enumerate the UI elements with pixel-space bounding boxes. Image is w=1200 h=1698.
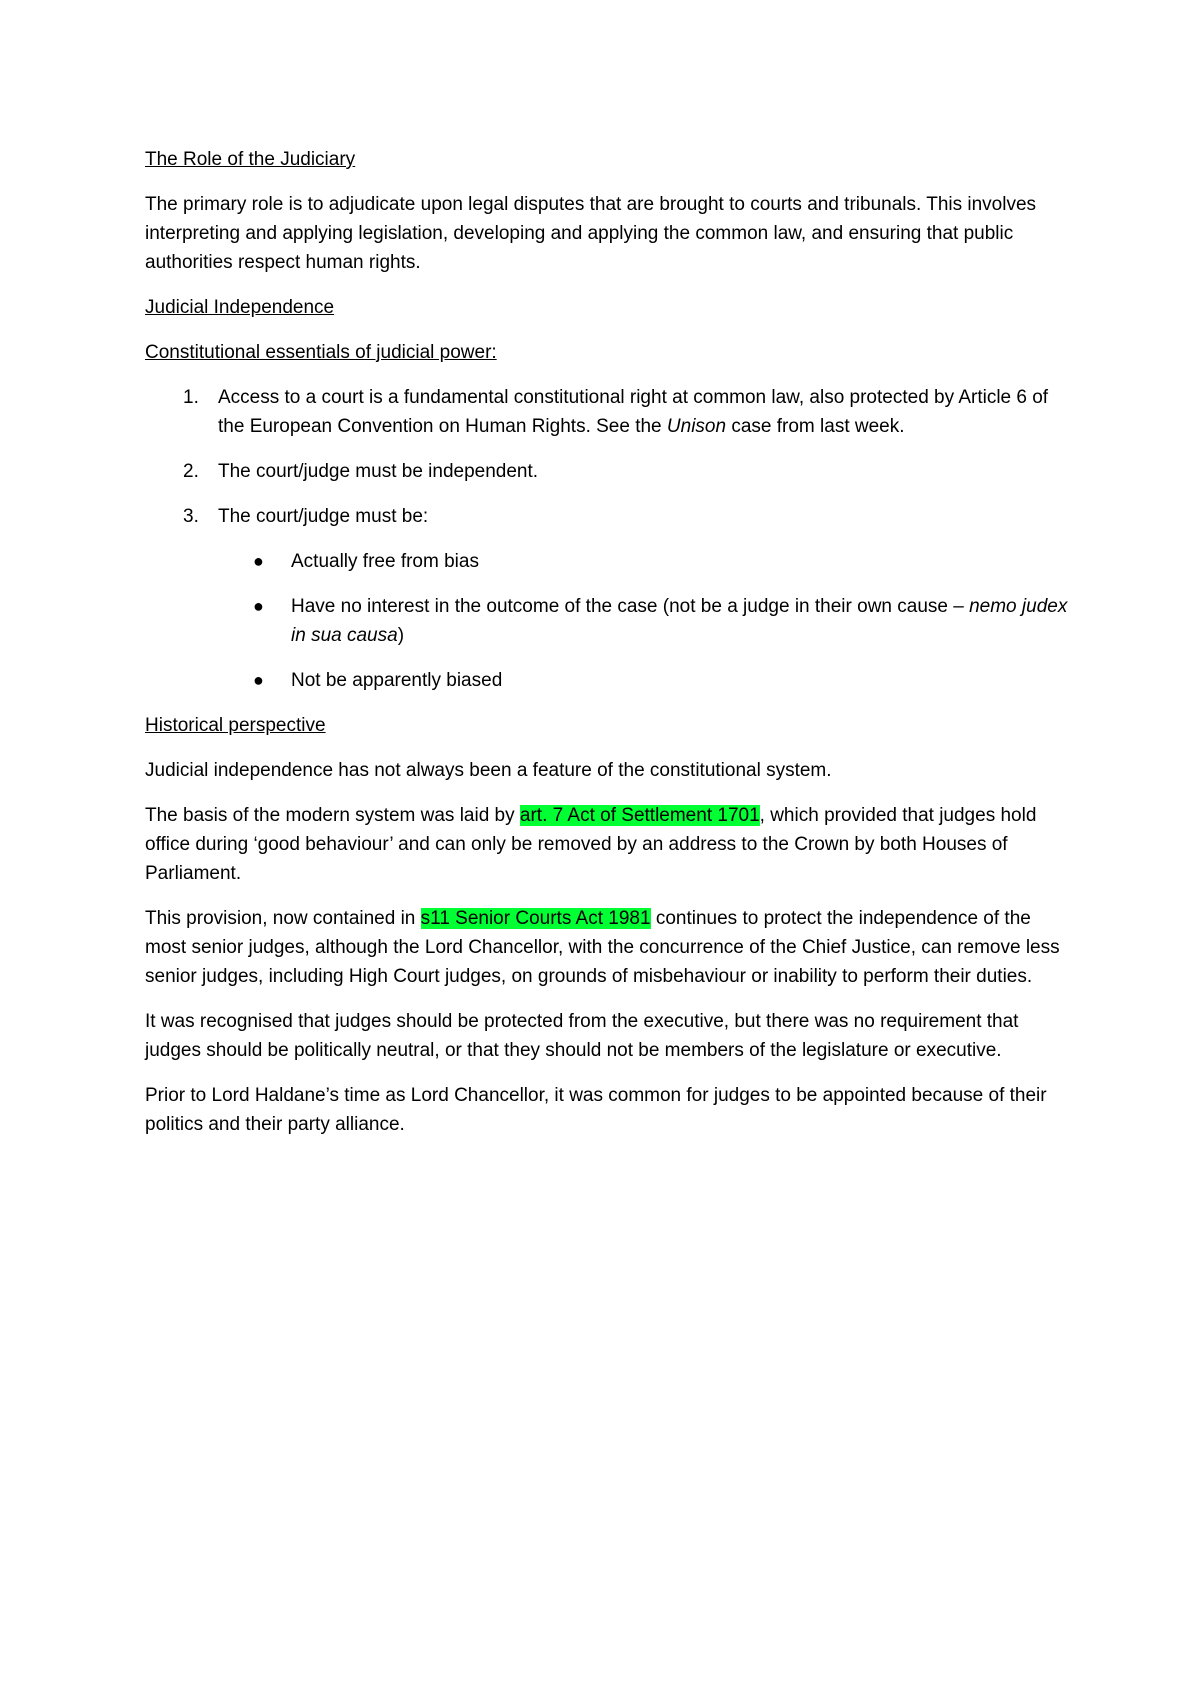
bullet-icon: ● — [253, 596, 264, 616]
bullet-item — [145, 666, 1070, 695]
highlighted-citation: art. 7 Act of Settlement 1701 — [519, 805, 760, 826]
intro-paragraph: The primary role is to adjudicate upon legal disputes that are brought to courts and tribunals. This involves interpreting and applying legislation, developing and applying the common law, and ensuring that public authorities respect human rights. — [145, 194, 1037, 273]
list-item — [145, 383, 1070, 441]
subheading-constitutional-essentials: Constitutional essentials of judicial power: — [145, 342, 497, 363]
list-item-text-end: case from last week. — [726, 416, 905, 437]
case-name-italic: Unison — [666, 416, 727, 437]
paragraph-text: continues to protect the independence of the most senior judges, although the Lord Chancellor, with the concurrence of the Chief Justice, can remove less senior judges, including High Court judges, on grounds of misbehaviour or inability to perform their duties. — [145, 908, 1060, 987]
numbered-list — [145, 383, 1070, 695]
list-item-text: Access to a court is a fundamental constitutional right at common law, also protected by Article 6 of the European Convention on Human Rights. See the — [218, 387, 1049, 437]
bullet-list — [145, 547, 1070, 695]
bullet-item — [145, 592, 1070, 650]
bullet-text: Have no interest in the outcome of the case (not be a judge in their own cause – — [291, 596, 970, 617]
paragraph: Judicial independence has not always been a feature of the constitutional system. — [145, 760, 832, 781]
list-item — [145, 457, 1070, 486]
list-number: 1. — [183, 387, 199, 408]
bullet-icon: ● — [253, 670, 264, 690]
paragraph-text: , which provided that judges hold office during ‘good behaviour’ and can only be removed by an address to the Crown by both Houses of Parliament. — [145, 805, 1037, 884]
section-heading-historical-perspective: Historical perspective — [145, 715, 326, 736]
highlighted-citation: s11 Senior Courts Act 1981 — [420, 908, 651, 929]
list-number: 3. — [183, 506, 199, 527]
bullet-text: Actually free from bias — [291, 551, 479, 572]
paragraph — [145, 801, 1070, 888]
list-item-text: The court/judge must be: — [218, 506, 429, 527]
paragraph: It was recognised that judges should be protected from the executive, but there was no requirement that judges should be politically neutral, or that they should not be members of the legislature or executive. — [145, 1011, 1019, 1061]
bullet-text: Not be apparently biased — [291, 670, 503, 691]
latin-maxim-italic: nemo judex in sua causa — [291, 596, 1068, 646]
bullet-text-end: ) — [397, 625, 405, 646]
paragraph — [145, 904, 1070, 991]
section-heading-judicial-independence: Judicial Independence — [145, 297, 335, 318]
list-number: 2. — [183, 461, 199, 482]
list-item-text: The court/judge must be independent. — [218, 461, 539, 482]
paragraph-text: This provision, now contained in — [145, 908, 421, 929]
paragraph: Prior to Lord Haldane’s time as Lord Chancellor, it was common for judges to be appointed because of their politics and their party alliance. — [145, 1085, 1047, 1135]
list-item — [145, 502, 1070, 531]
page-title: The Role of the Judiciary — [145, 149, 356, 170]
bullet-item — [145, 547, 1070, 576]
bullet-icon: ● — [253, 551, 264, 571]
paragraph-text: The basis of the modern system was laid by — [145, 805, 520, 826]
